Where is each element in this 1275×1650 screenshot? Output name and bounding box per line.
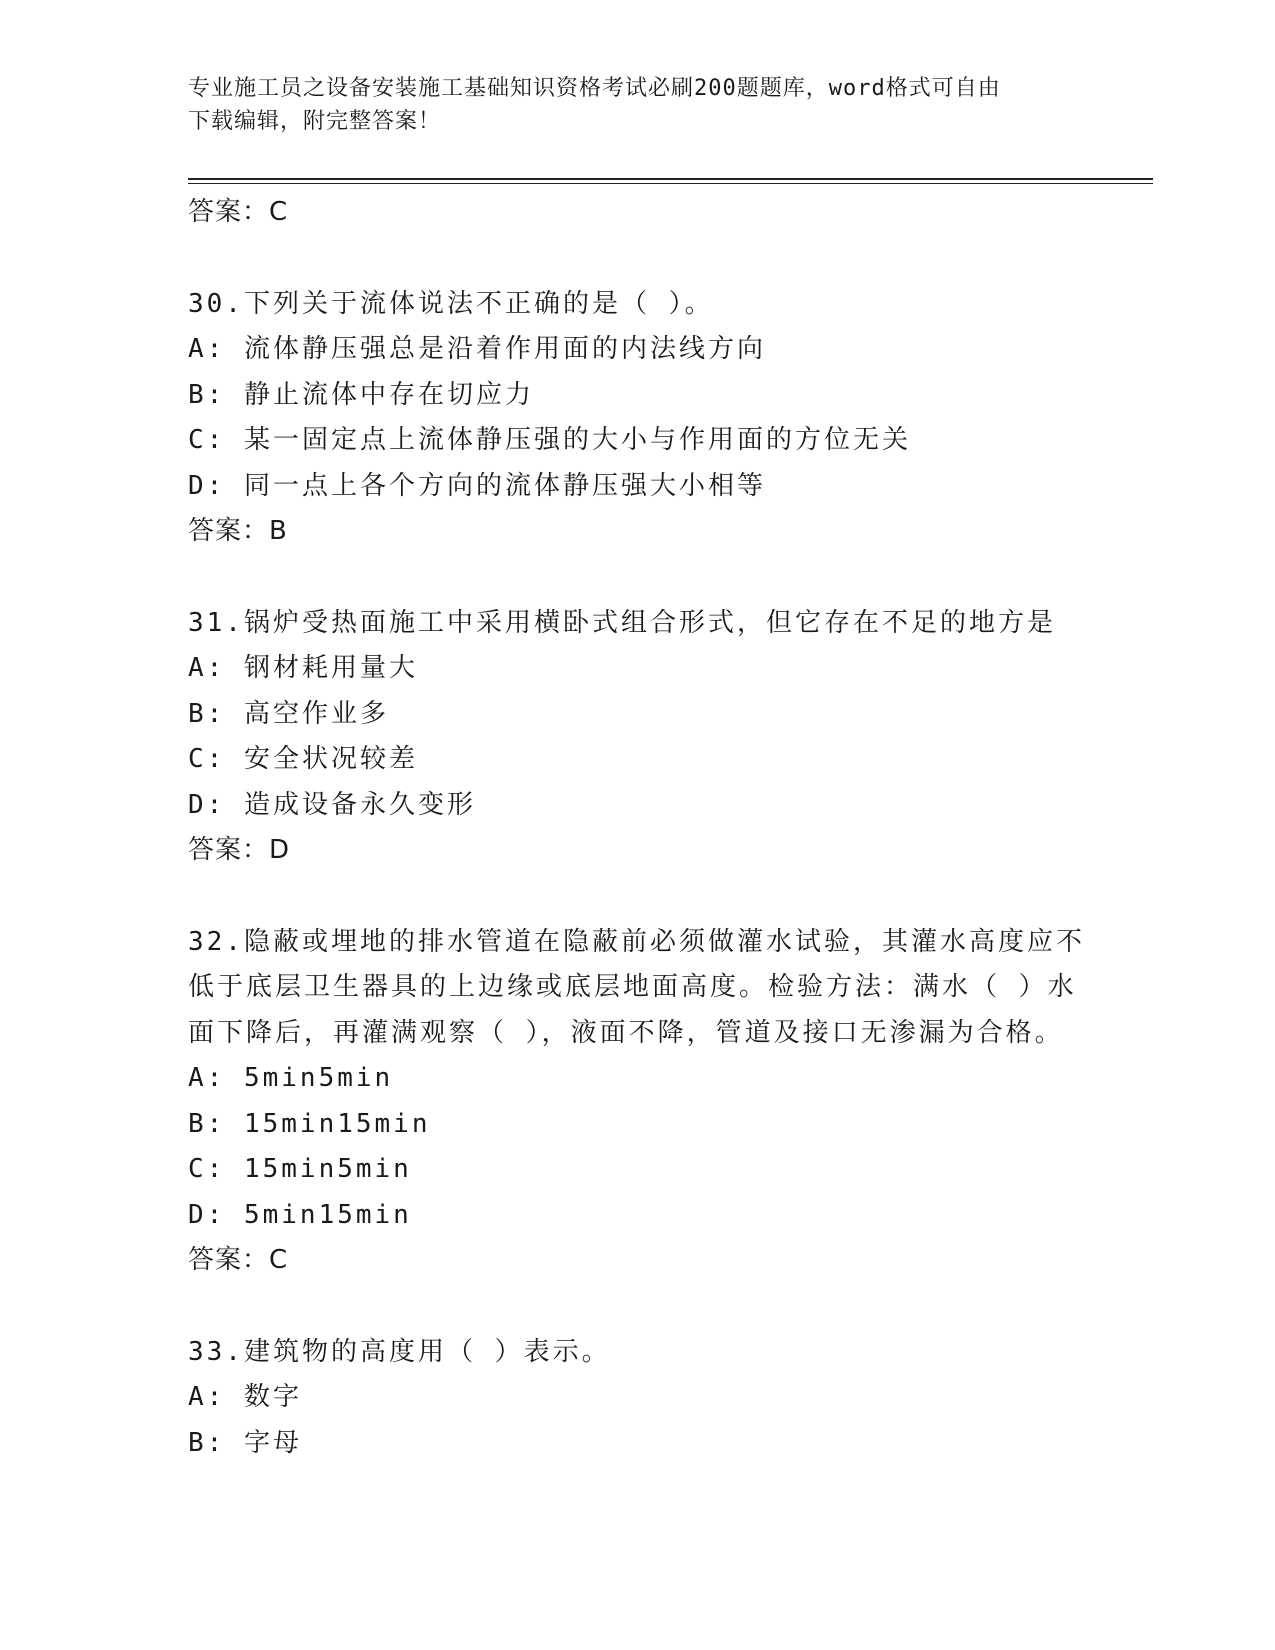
- question-stem: 31.锅炉受热面施工中采用横卧式组合形式，但它存在不足的地方是: [188, 607, 1056, 638]
- option-b: B: 字母: [188, 1427, 302, 1458]
- header-title-line-2: 下载编辑，附完整答案！: [188, 109, 442, 134]
- option-a: A: 数字: [188, 1382, 302, 1412]
- question-32: [188, 920, 1088, 1284]
- option-d: D: 造成设备永久变形: [188, 789, 476, 820]
- question-stem: 30.下列关于流体说法不正确的是（ ）。: [188, 288, 714, 319]
- header-title-line-1: 专业施工员之设备安装施工基础知识资格考试必刷200题题库，word格式可自由: [188, 76, 1001, 101]
- header-divider-thick: [188, 178, 1153, 180]
- question-stem-line-3: 面下降后，再灌满观察（ ），液面不降，管道及接口无渗漏为合格。: [188, 1017, 1064, 1048]
- option-a: A: 5min5min: [188, 1063, 394, 1093]
- option-c: C: 安全状况较差: [188, 744, 418, 774]
- question-list: [188, 190, 1088, 1466]
- question-stem: 33.建筑物的高度用（ ）表示。: [188, 1336, 611, 1367]
- question-33: [188, 1330, 1088, 1467]
- question-30: [188, 282, 1088, 555]
- answer: 答案：C: [188, 1245, 289, 1275]
- option-a: A: 钢材耗用量大: [188, 653, 418, 683]
- question-stem-line-2: 低于底层卫生器具的上边缘或底层地面高度。检验方法：满水（ ）水: [188, 972, 1077, 1002]
- option-b: B: 静止流体中存在切应力: [188, 379, 534, 410]
- question-31: [188, 601, 1088, 874]
- option-b: B: 高空作业多: [188, 698, 389, 729]
- option-d: D: 5min15min: [188, 1199, 412, 1230]
- option-b: B: 15min15min: [188, 1108, 431, 1139]
- previous-answer: 答案：C: [188, 197, 289, 227]
- header-divider-thin: [188, 183, 1153, 184]
- question-stem-line-1: 32.隐蔽或埋地的排水管道在隐蔽前必须做灌水试验，其灌水高度应不: [188, 926, 1085, 957]
- option-d: D: 同一点上各个方向的流体静压强大小相等: [188, 470, 766, 501]
- answer: 答案：D: [188, 835, 291, 865]
- option-c: C: 15min5min: [188, 1154, 412, 1184]
- document-header: [188, 72, 1068, 138]
- option-c: C: 某一固定点上流体静压强的大小与作用面的方位无关: [188, 425, 911, 455]
- answer: 答案：B: [188, 516, 288, 546]
- option-a: A: 流体静压强总是沿着作用面的内法线方向: [188, 334, 766, 364]
